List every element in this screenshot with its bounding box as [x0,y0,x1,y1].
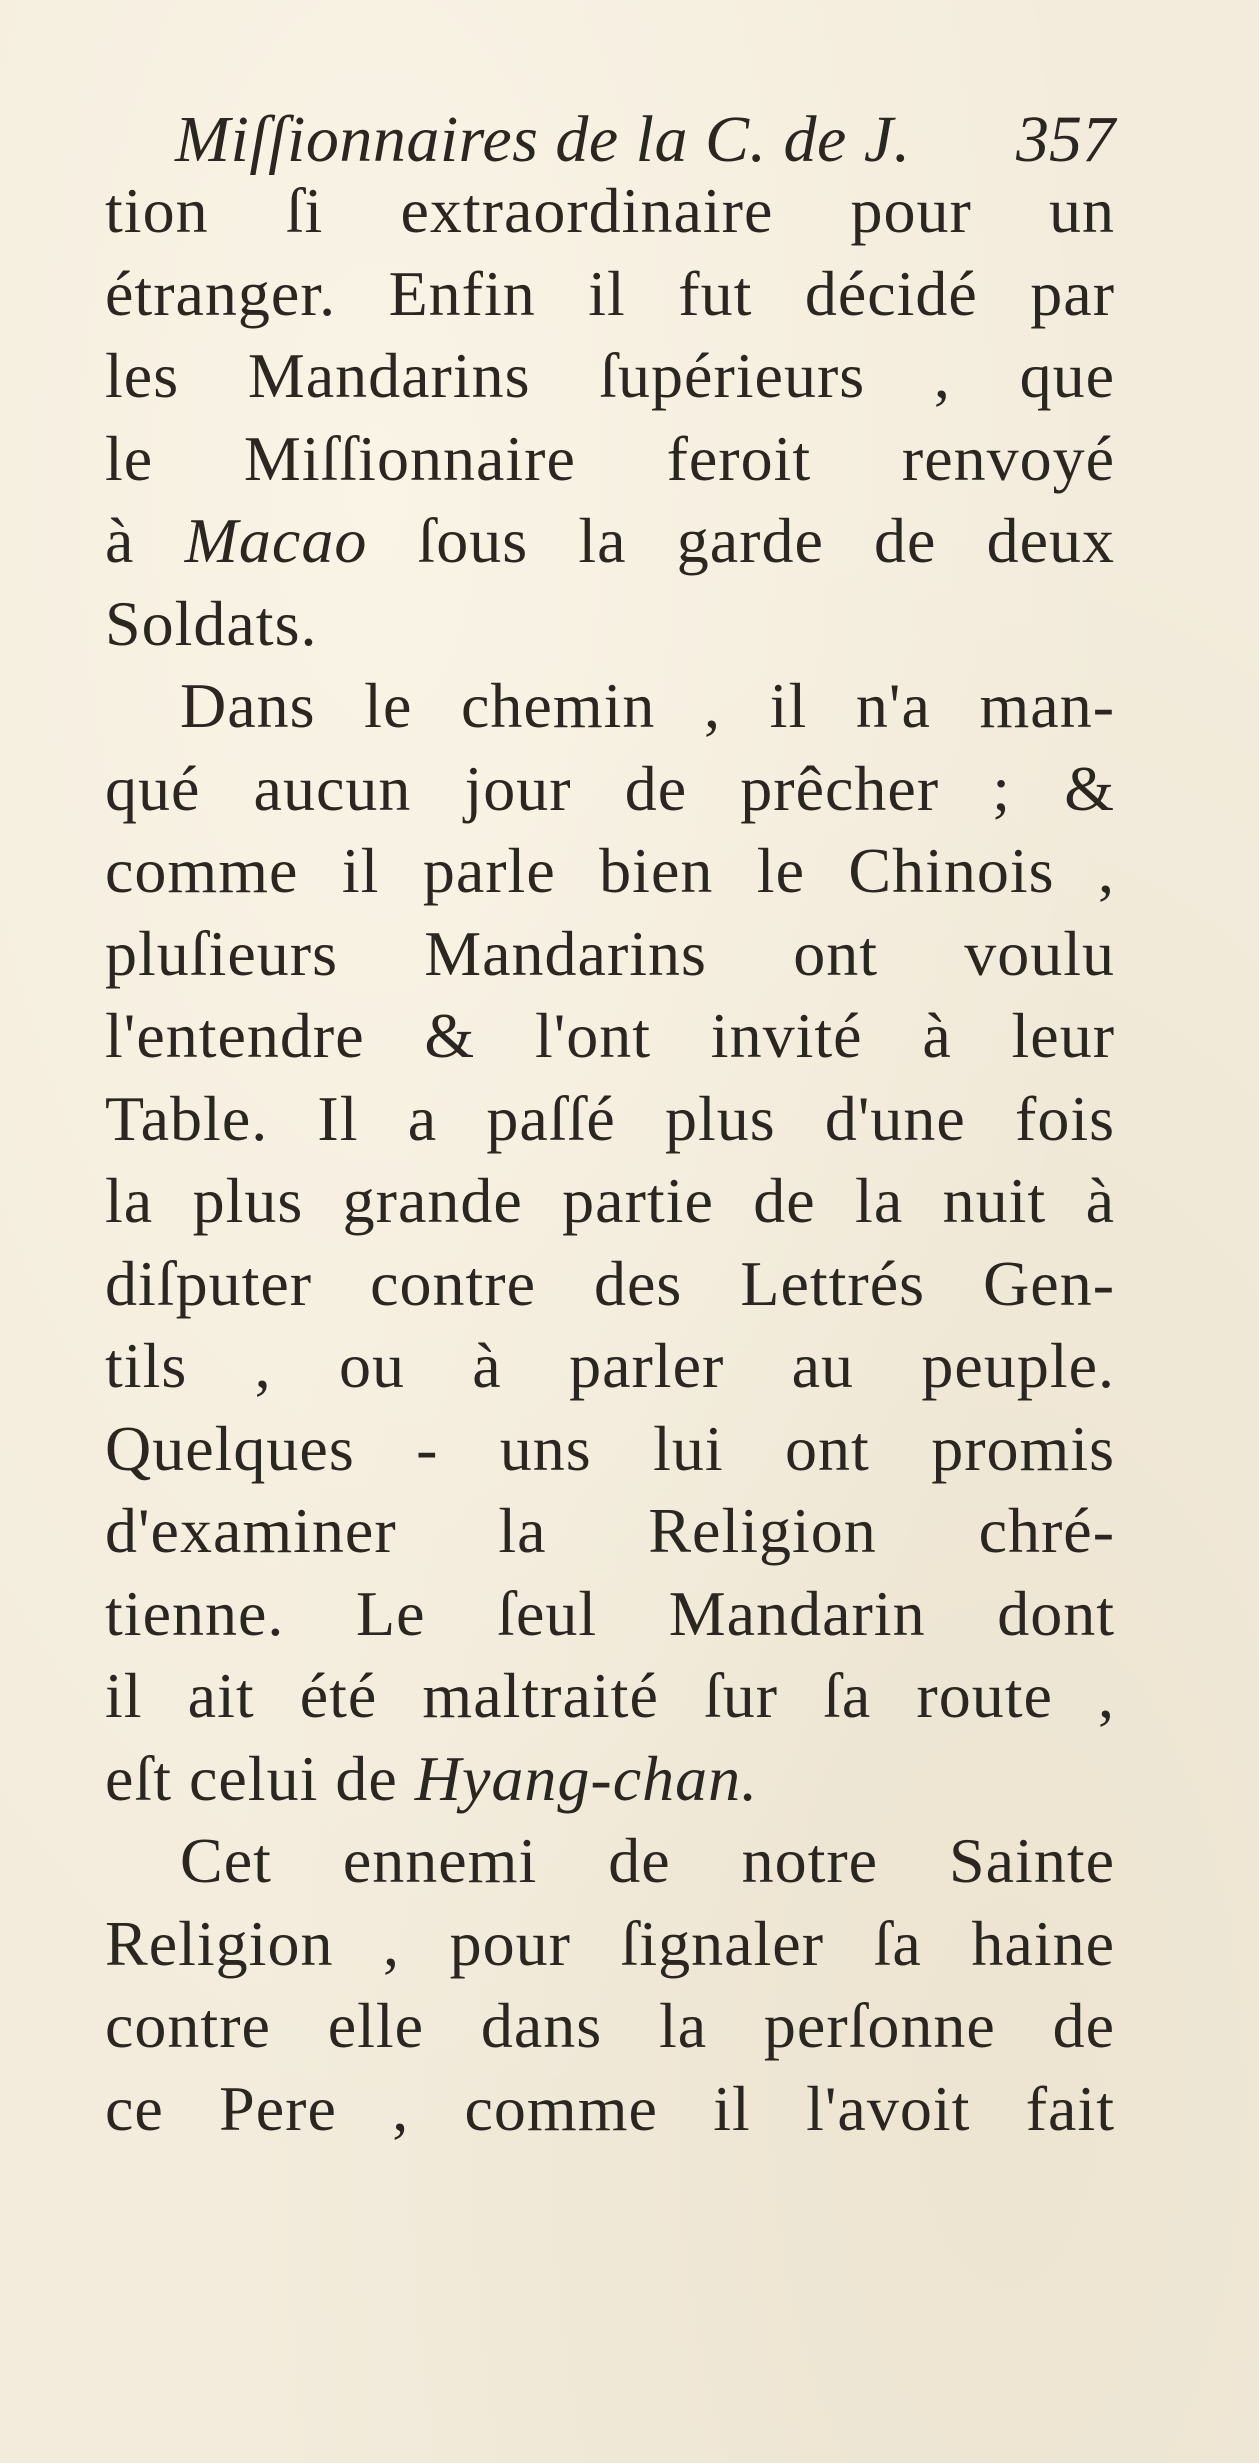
text-line: tils , ou à parler au peuple. [105,1330,1115,1401]
text-segment: à [105,505,185,576]
page-number: 357 [1016,103,1115,176]
text-segment: eſt celui de [105,1742,415,1814]
running-head [175,100,1115,180]
text-line: tion ſi extraordinaire pour un [105,175,1115,246]
text-line: pluſieurs Mandarins ont voulu [105,917,1115,989]
text-line: d'examiner la Religion chré- [105,1495,1115,1566]
text-line: qué aucun jour de prêcher ; & [105,752,1115,824]
text-line: contre elle dans la perſonne de [105,1990,1115,2061]
body-text [105,170,1115,2150]
text-line: Dans le chemin , il n'a man- [180,670,1115,741]
text-line: comme il parle bien le Chinois , [105,835,1115,906]
text-line: tienne. Le ſeul Mandarin dont [105,1577,1115,1649]
text-line: Table. Il a paſſé plus d'une fois [105,1082,1115,1154]
text-line: diſputer contre des Lettrés Gen- [105,1247,1115,1319]
running-title: Miſſionnaires de la C. de J. [175,103,911,176]
text-line: ce Pere , comme il l'avoit fait [105,2072,1115,2144]
text-line: il ait été maltraité ſur ſa route , [105,1660,1115,1731]
text-line: étranger. Enfin il fut décidé par [105,257,1115,329]
text-line: le Miſſionnaire feroit renvoyé [105,422,1115,494]
text-line: Cet ennemi de notre Sainte [180,1825,1115,1896]
text-line: l'entendre & l'ont invité à leur [105,1000,1115,1071]
text-line: Quelques - uns lui ont promis [105,1412,1115,1484]
italic-place-name: Macao [184,505,368,576]
italic-place-name: Hyang-chan. [414,1742,759,1814]
text-line [105,1738,1115,1821]
text-line: Religion , pour ſignaler ſa haine [105,1907,1115,1979]
text-line: Soldats. [105,587,318,659]
text-line [105,500,1115,583]
text-segment: ſous la garde de deux [367,505,1116,576]
text-line: les Mandarins ſupérieurs , que [105,340,1115,411]
text-line: la plus grande partie de la nuit à [105,1165,1115,1236]
